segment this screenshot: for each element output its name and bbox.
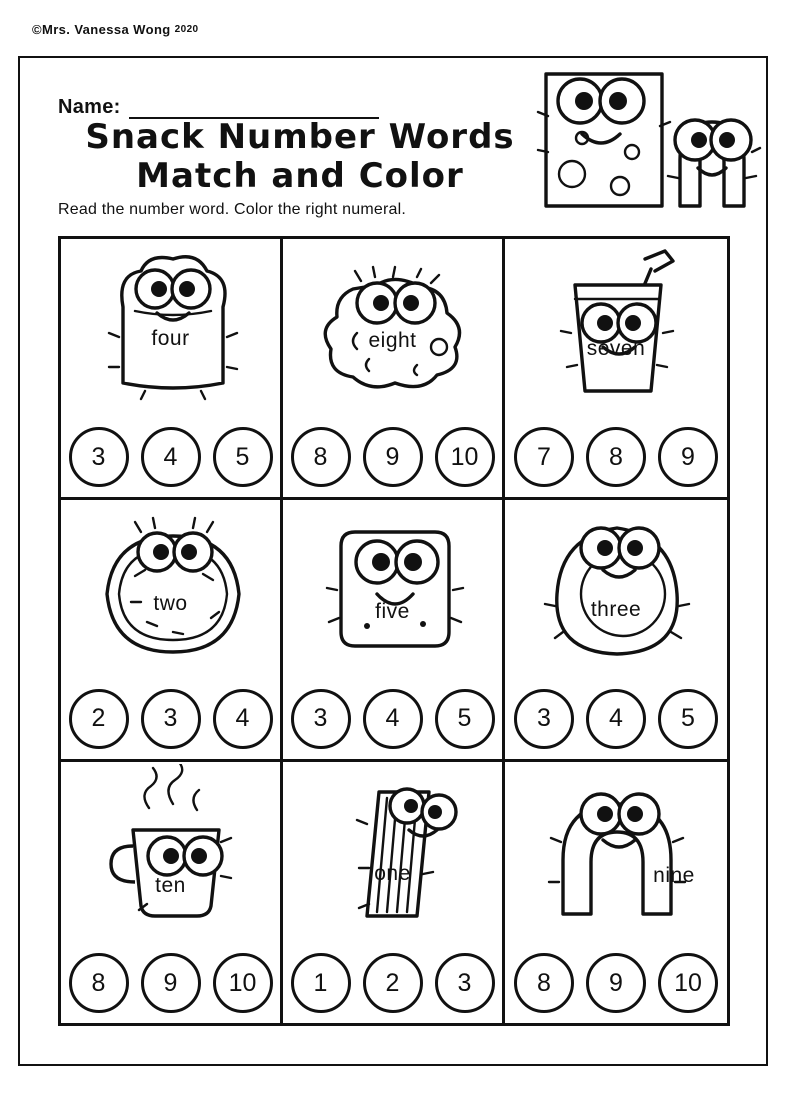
- instructions-text: Read the number word. Color the right numeral.: [58, 201, 407, 218]
- choice-option[interactable]: 3: [291, 689, 351, 749]
- problem-cell[interactable]: [283, 500, 505, 761]
- number-word: three: [590, 598, 642, 622]
- choice-option[interactable]: 3: [141, 689, 201, 749]
- problem-cell[interactable]: [283, 762, 505, 1023]
- choice-row: [283, 427, 502, 487]
- hot-cup-icon: [61, 764, 280, 936]
- cookie-blob-icon: [283, 241, 502, 413]
- number-word: five: [375, 600, 410, 624]
- pretzel-icon: [505, 764, 727, 936]
- copyright-text: ©Mrs. Vanessa Wong: [32, 22, 171, 37]
- choice-option[interactable]: 5: [435, 689, 495, 749]
- choice-option[interactable]: 4: [213, 689, 273, 749]
- choice-option[interactable]: 4: [141, 427, 201, 487]
- copyright-year: 2020: [174, 24, 199, 35]
- choice-option[interactable]: 9: [363, 427, 423, 487]
- choice-option[interactable]: 4: [363, 689, 423, 749]
- choice-row: [61, 953, 280, 1013]
- juice-cup-icon: [505, 241, 727, 413]
- choice-option[interactable]: 9: [658, 427, 718, 487]
- copyright-notice: [32, 22, 199, 37]
- choice-row: [505, 953, 727, 1013]
- number-word: eight: [368, 329, 417, 352]
- number-word: ten: [155, 873, 186, 897]
- number-word: seven: [586, 337, 646, 360]
- name-label: Name:: [58, 96, 121, 118]
- choice-option[interactable]: 7: [514, 427, 574, 487]
- choice-row: [61, 427, 280, 487]
- choice-row: [283, 689, 502, 749]
- choice-option[interactable]: 8: [69, 953, 129, 1013]
- choice-row: [61, 689, 280, 749]
- problem-cell[interactable]: [61, 500, 283, 761]
- worksheet-sheet: [18, 56, 768, 1066]
- number-word: nine: [653, 863, 695, 887]
- choice-option[interactable]: 10: [658, 953, 718, 1013]
- choice-option[interactable]: 1: [291, 953, 351, 1013]
- choice-option[interactable]: 9: [586, 953, 646, 1013]
- choice-option[interactable]: 5: [213, 427, 273, 487]
- problem-grid: [58, 236, 730, 1026]
- choice-option[interactable]: 8: [514, 953, 574, 1013]
- choice-row: [505, 689, 727, 749]
- choice-option[interactable]: 5: [658, 689, 718, 749]
- cracker-icon: [283, 502, 502, 674]
- bread-slice-icon: [61, 241, 280, 413]
- choice-option[interactable]: 8: [291, 427, 351, 487]
- header-decoration: [512, 56, 762, 231]
- page-title-line2: Match and Color: [136, 156, 464, 197]
- choice-option[interactable]: 10: [213, 953, 273, 1013]
- choice-option[interactable]: 9: [141, 953, 201, 1013]
- problem-cell[interactable]: [505, 239, 727, 500]
- number-word: four: [151, 327, 190, 350]
- problem-cell[interactable]: [505, 762, 727, 1023]
- pretzel-icon: [668, 120, 760, 206]
- choice-option[interactable]: 10: [435, 427, 495, 487]
- choice-option[interactable]: 3: [69, 427, 129, 487]
- donut-icon: [61, 502, 280, 674]
- choice-option[interactable]: 2: [363, 953, 423, 1013]
- choice-option[interactable]: 8: [586, 427, 646, 487]
- choice-row: [283, 953, 502, 1013]
- number-word: two: [153, 592, 188, 616]
- problem-cell[interactable]: [61, 239, 283, 500]
- choice-row: [505, 427, 727, 487]
- name-row: [58, 96, 379, 119]
- egg-icon: [505, 502, 727, 674]
- bacon-strip-icon: [283, 764, 502, 936]
- number-word: one: [374, 861, 411, 885]
- choice-option[interactable]: 2: [69, 689, 129, 749]
- choice-option[interactable]: 3: [435, 953, 495, 1013]
- cheese-icon: [538, 74, 670, 206]
- problem-cell[interactable]: [505, 500, 727, 761]
- page-title: [50, 118, 550, 196]
- choice-option[interactable]: 4: [586, 689, 646, 749]
- problem-cell[interactable]: [283, 239, 505, 500]
- choice-option[interactable]: 3: [514, 689, 574, 749]
- page-title-line1: Snack Number Words: [85, 117, 515, 157]
- problem-cell[interactable]: [61, 762, 283, 1023]
